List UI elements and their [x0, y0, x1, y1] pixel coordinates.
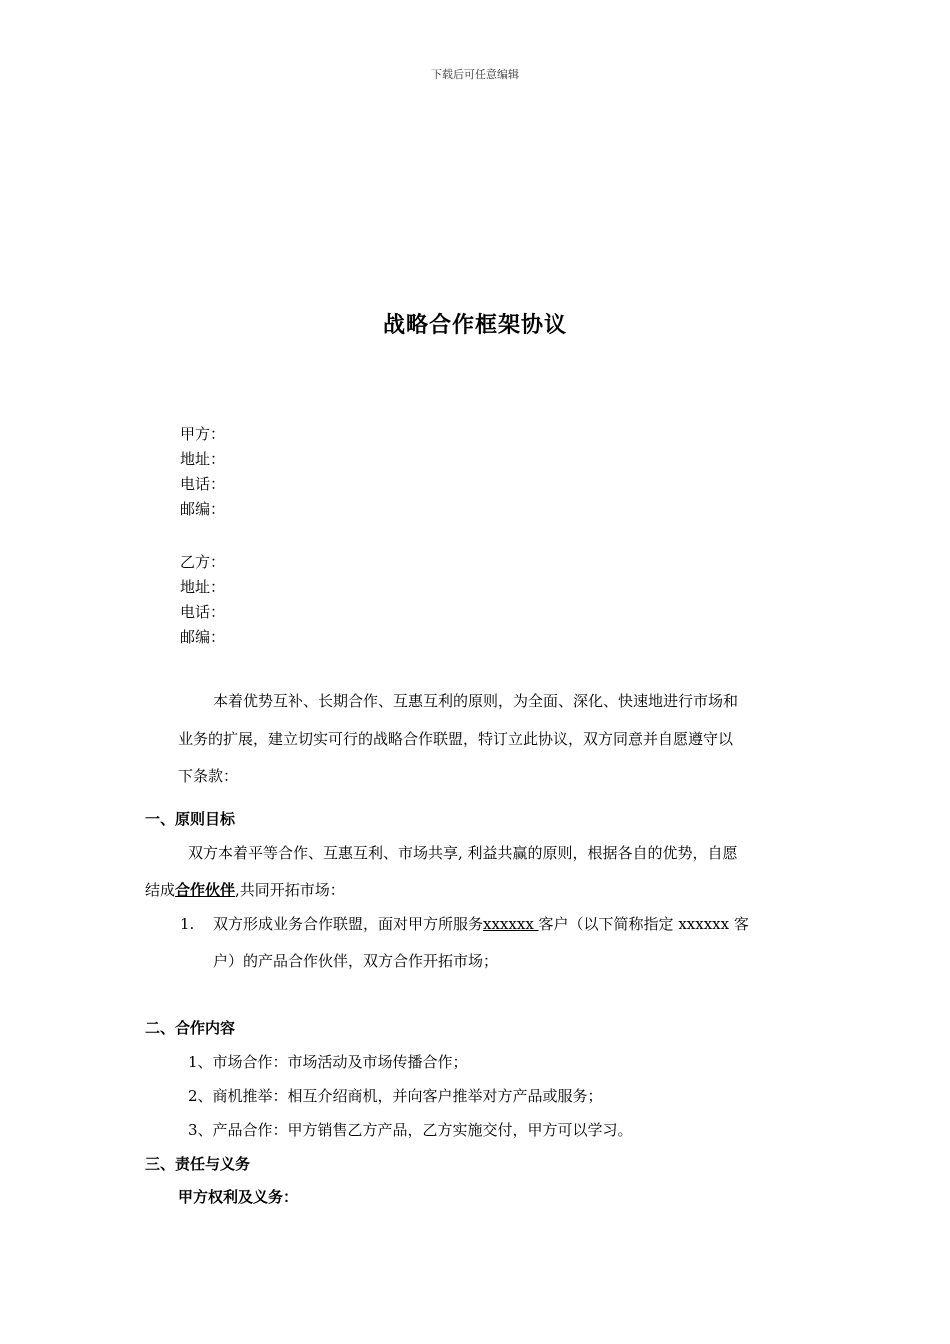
- section-2-item-3: 3、产品合作：甲方销售乙方产品，乙方实施交付，甲方可以学习。: [188, 1121, 633, 1139]
- para-line-2-prefix: 结成: [145, 881, 176, 899]
- para-line-2-suffix: ,共同开拓市场：: [235, 881, 345, 899]
- item-1-suffix: 客户（以下简称指定 xxxxxx 客: [538, 915, 749, 933]
- party-a-address: 地址：: [180, 450, 226, 468]
- party-b-postcode: 邮编：: [180, 628, 226, 646]
- item-1-client-placeholder: xxxxxx: [483, 915, 539, 933]
- item-1-line-2: 户）的产品合作伙伴，双方合作开拓市场；: [213, 952, 499, 970]
- section-1-para-line-2: [145, 880, 345, 900]
- party-a-phone: 电话：: [180, 475, 226, 493]
- item-1-line-1: [213, 914, 749, 934]
- header-note: 下载后可任意编辑: [431, 68, 519, 81]
- party-b-phone: 电话：: [180, 603, 226, 621]
- party-a-postcode: 邮编：: [180, 500, 226, 518]
- section-2-item-2: 2、商机推举：相互介绍商机，并向客户推举对方产品或服务；: [188, 1087, 603, 1105]
- intro-line-1: 本着优势互补、长期合作、互惠互利的原则，为全面、深化、快速地进行市场和: [213, 692, 739, 710]
- document-title: 战略合作框架协议: [382, 312, 567, 338]
- section-3-heading: 三、责任与义务: [145, 1155, 251, 1173]
- section-1-para-line-1: 双方本着平等合作、互惠互利、市场共享, 利益共赢的原则，根据各自的优势，自愿: [188, 844, 738, 862]
- section-2-heading: 二、合作内容: [145, 1019, 236, 1037]
- intro-line-3: 下条款：: [178, 767, 239, 785]
- intro-line-2: 业务的扩展，建立切实可行的战略合作联盟，特订立此协议，双方同意并自愿遵守以: [178, 730, 734, 748]
- section-2-item-1: 1、市场合作：市场活动及市场传播合作；: [188, 1053, 468, 1071]
- section-3-subheading: 甲方权利及义务：: [178, 1188, 299, 1206]
- item-1-number: 1.: [180, 915, 195, 933]
- party-b-label: 乙方：: [180, 553, 226, 571]
- cooperation-partner-term: 合作伙伴: [175, 881, 236, 899]
- party-a-label: 甲方：: [180, 425, 226, 443]
- item-1-prefix: 双方形成业务合作联盟，面对甲方所服务: [213, 915, 484, 933]
- party-b-address: 地址：: [180, 578, 226, 596]
- section-1-heading: 一、原则目标: [145, 810, 236, 828]
